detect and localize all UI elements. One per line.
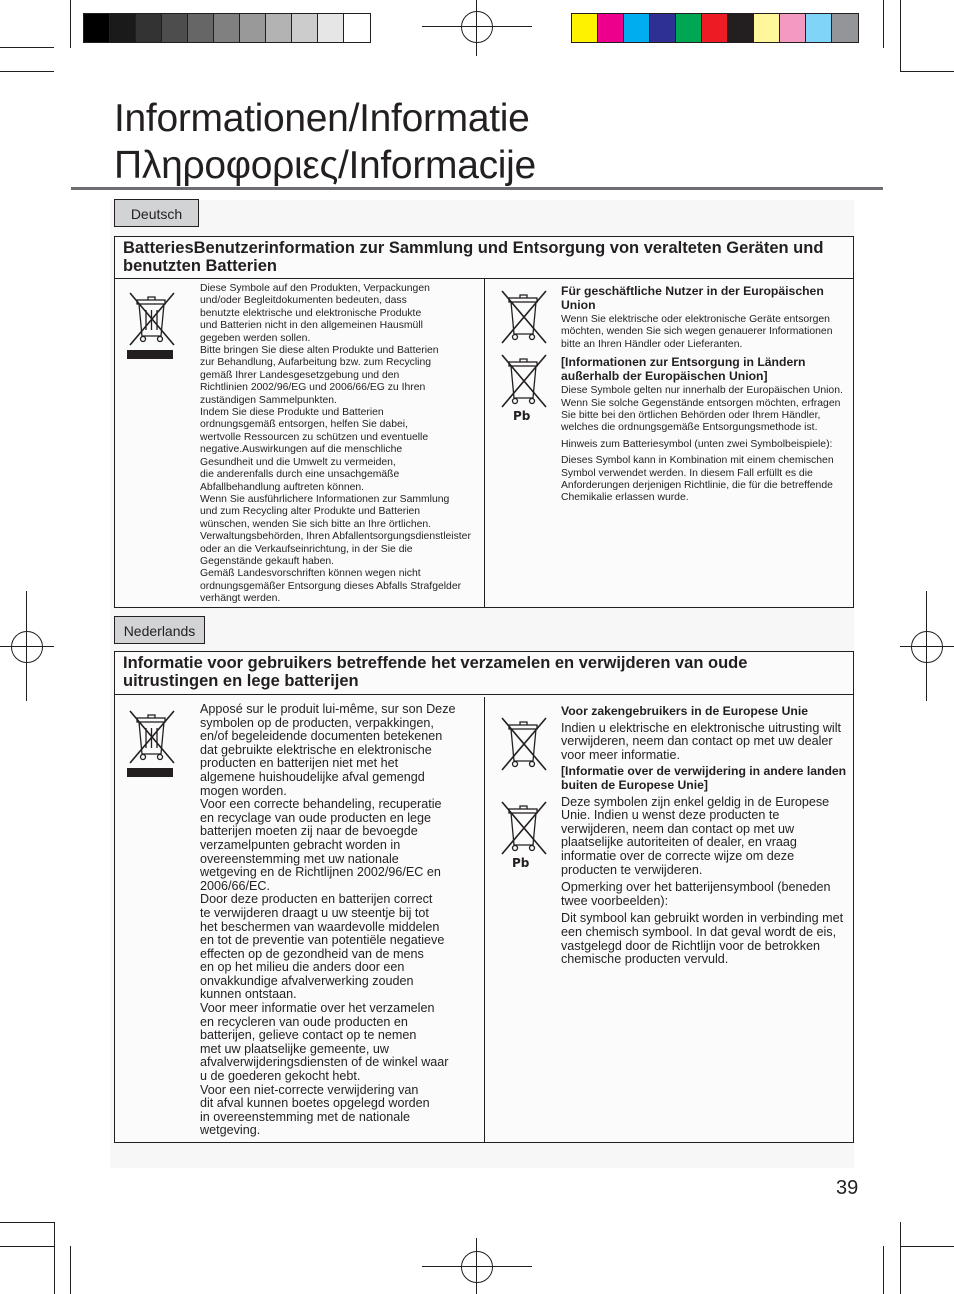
- process-color-swatch: [572, 14, 598, 42]
- process-color-swatch: [754, 14, 780, 42]
- nederlands-left-text-line: algemene huishoudelijke afval gemengd: [200, 769, 425, 784]
- deutsch-left-text-line: und/oder Begleitdokumenten bedeuten, dass: [200, 295, 407, 307]
- nederlands-right-text: [561, 705, 847, 967]
- process-color-swatch: [780, 14, 806, 42]
- nederlands-left-text-line: Apposé sur le produit lui-même, sur son Deze: [200, 702, 456, 716]
- deutsch-left-text-line: Verwaltungsbehörden, Ihren Abfallentsorgungsdienstleister: [200, 531, 471, 543]
- nederlands-left-column: [115, 697, 485, 1142]
- crossed-out-wheelie-bin-icon: [493, 286, 553, 348]
- deutsch-left-text-line: Gegenstände gekauft haben.: [200, 555, 335, 567]
- deutsch-left-text-line: und Batterien nicht in den allgemeinen Hausmüll: [200, 320, 423, 332]
- process-color-swatch: [598, 14, 624, 42]
- nederlands-left-text-line: kunnen ontstaan.: [200, 987, 297, 1002]
- deutsch-right-text: [561, 284, 845, 505]
- grayscale-swatch: [84, 14, 110, 42]
- process-color-swatch: [832, 14, 858, 42]
- nederlands-left-text-line: in overeenstemming met de nationale: [200, 1109, 411, 1124]
- nederlands-left-text-line: producten en batterijen niet met het: [200, 756, 399, 771]
- grayscale-swatch: [344, 14, 370, 42]
- crossed-out-battery-bin-icon: [493, 350, 553, 412]
- nederlands-left-text-line: en tot de preventie van potentiële negatieve: [200, 933, 445, 948]
- deutsch-left-text-line: Gesundheit und die Umwelt zu vermeiden,: [200, 456, 396, 468]
- nederlands-left-text-line: Voor meer informatie over het verzamelen: [200, 1001, 435, 1016]
- nederlands-left-text-line: dit afval kunnen boetes opgelegd worden: [200, 1096, 430, 1111]
- nederlands-left-text-line: en/of begeleidende documenten betekenen: [200, 729, 443, 744]
- nederlands-chemical-symbol-text: Dit symbool kan gebruikt worden in verbinding met een chemisch symbool. In dat geval wordt de eis, vastgelegd door de Richtlijn voor de betrokken chemische producten vervuld.: [561, 911, 844, 967]
- deutsch-non-eu-text: Diese Symbole gelten nur innerhalb der Europäischen Union. Wenn Sie solche Gegenstände entsorgen möchten, erfragen Sie bitte bei den örtlichen Behörden oder Ihrem Händler, welches die ordnungsgemäße Entsorgungsmethode ist.: [561, 385, 843, 434]
- deutsch-left-text-line: wertvolle Ressourcen zu schützen und eventuelle: [200, 431, 429, 443]
- process-color-swatch: [676, 14, 702, 42]
- process-color-swatch: [728, 14, 754, 42]
- grayscale-color-bar: [83, 13, 371, 43]
- section-deutsch: [114, 236, 854, 608]
- deutsch-left-text-line: Richtlinien 2002/96/EG und 2006/66/EG zu Ihren: [200, 382, 426, 394]
- nederlands-business-text: Indien u elektrische en elektronische uitrusting wilt verwijderen, neem dan contact op met uw dealer voor meer informatie.: [561, 720, 842, 762]
- process-color-swatch: [702, 14, 728, 42]
- language-tab-deutsch: Deutsch: [114, 199, 199, 227]
- deutsch-left-text-line: Abfallbehandlung auftreten können.: [200, 481, 365, 493]
- nederlands-left-text-line: afvalverwijderingsdiensten of de winkel waar: [200, 1055, 449, 1070]
- process-color-swatch: [650, 14, 676, 42]
- deutsch-left-text-line: Indem Sie diese Produkte und Batterien: [200, 407, 384, 419]
- nederlands-left-text-line: overeenstemming met uw nationale: [200, 851, 399, 866]
- nederlands-left-text-line: te verwijderen draagt u uw steentje bij tot: [200, 905, 429, 920]
- deutsch-left-text-line: Gemäß Landesvorschriften können wegen nicht: [200, 568, 421, 580]
- nederlands-left-text-line: wetgeving.: [200, 1123, 261, 1138]
- nederlands-left-text-line: en op het milieu die anders door een: [200, 960, 405, 975]
- grayscale-swatch: [292, 14, 318, 42]
- crossed-out-battery-bin-icon: [493, 797, 553, 859]
- nederlands-battery-note: Opmerking over het batterijensymbool (beneden twee voorbeelden):: [561, 880, 831, 908]
- crossed-out-wheelie-bin-icon: [123, 706, 183, 778]
- grayscale-swatch: [188, 14, 214, 42]
- deutsch-left-text-line: und zum Recycling alter Produkte und Batterien: [200, 506, 421, 518]
- page-title-line-1: Informationen/Informatie: [114, 97, 530, 140]
- deutsch-battery-note: Hinweis zum Batteriesymbol (unten zwei Symbolbeispiele):: [561, 438, 833, 450]
- title-rule: [71, 187, 883, 190]
- deutsch-left-text-line: die anderenfalls durch eine unsachgemäße: [200, 469, 400, 481]
- process-color-bar: [571, 13, 859, 43]
- crossed-out-wheelie-bin-icon: [493, 713, 553, 775]
- grayscale-swatch: [266, 14, 292, 42]
- page-title: [114, 95, 536, 189]
- nederlands-non-eu-heading: [Informatie over de verwijdering in andere landen buiten de Europese Unie]: [561, 764, 847, 792]
- nederlands-left-text-line: u de goederen gekocht hebt.: [200, 1069, 361, 1084]
- nederlands-right-column: [485, 697, 853, 1142]
- page-title-line-2: Πληροφοριες/Informacije: [114, 144, 536, 187]
- deutsch-left-text-line: ordnungsgemäßer Entsorgung dieses Abfalls Strafgelder: [200, 580, 462, 592]
- grayscale-swatch: [162, 14, 188, 42]
- deutsch-left-text-line: zuständigen Sammelpunkten.: [200, 394, 337, 406]
- nederlands-left-text-line: mogen worden.: [200, 783, 287, 798]
- nederlands-left-text-line: verzamelpunten gebracht worden in: [200, 837, 401, 852]
- grayscale-swatch: [214, 14, 240, 42]
- nederlands-left-text-line: Voor een niet-correcte verwijdering van: [200, 1082, 419, 1097]
- deutsch-left-text-line: gemäß Ihrer Landesgesetzgebung und den: [200, 369, 400, 381]
- deutsch-business-heading: Für geschäftliche Nutzer in der Europäischen Union: [561, 284, 824, 312]
- grayscale-swatch: [318, 14, 344, 42]
- crossed-out-wheelie-bin-icon: [123, 288, 183, 360]
- deutsch-left-text-line: wünschen, wenden Sie sich bitte an Ihre örtlichen.: [200, 518, 432, 530]
- lead-symbol-label: Pb: [512, 856, 530, 870]
- nederlands-left-text-line: dat gebruikte elektrische en elektronische: [200, 742, 432, 757]
- nederlands-left-text-line: onvakkundige afvalverwerking zouden: [200, 973, 414, 988]
- deutsch-left-text-line: ordnungsgemäß entsorgen, helfen Sie dabei,: [200, 419, 408, 431]
- deutsch-non-eu-heading: [Informationen zur Entsorgung in Ländern außerhalb der Europäischen Union]: [561, 355, 806, 384]
- deutsch-chemical-symbol-text: Dieses Symbol kann in Kombination mit einem chemischen Symbol verwendet werden. In diesem Fall erfüllt es die Anforderungen derjenigen Richtlinie, die für die betreffende Chemikalie erlassen wurde.: [561, 455, 834, 504]
- nederlands-left-text-line: en recyclage van oude producten en lege: [200, 810, 432, 825]
- nederlands-left-text: [200, 703, 482, 1138]
- deutsch-right-column: [485, 278, 853, 607]
- nederlands-left-text-line: symbolen op de producten, verpakkingen,: [200, 715, 434, 730]
- deutsch-left-text-line: oder an die Verkaufseinrichtung, in der Sie die: [200, 543, 413, 555]
- nederlands-left-text-line: Voor een correcte behandeling, recuperatie: [200, 797, 442, 812]
- deutsch-left-text-line: Bitte bringen Sie diese alten Produkte und Batterien: [200, 345, 439, 357]
- section-heading-deutsch: BatteriesBenutzerinformation zur Sammlung und Entsorgung von veralteten Geräten und benutzten Batterien: [115, 237, 853, 279]
- deutsch-left-column: [115, 278, 485, 607]
- deutsch-business-text: Wenn Sie elektrische oder elektronische Geräte entsorgen möchten, wenden Sie sich wegen genauerer Informationen bitte an Ihren Händler oder Lieferanten.: [561, 314, 833, 350]
- deutsch-left-text-line: Diese Symbole auf den Produkten, Verpackungen: [200, 283, 430, 294]
- nederlands-left-text-line: wetgeving en de Richtlijnen 2002/96/EC en: [200, 865, 441, 880]
- deutsch-left-text-line: negative.Auswirkungen auf die menschliche: [200, 444, 403, 456]
- grayscale-swatch: [136, 14, 162, 42]
- grayscale-swatch: [110, 14, 136, 42]
- process-color-swatch: [806, 14, 832, 42]
- page-number: 39: [836, 1177, 859, 1199]
- process-color-swatch: [624, 14, 650, 42]
- nederlands-left-text-line: Door deze producten en batterijen correct: [200, 892, 433, 907]
- deutsch-left-text-line: zur Behandlung, Aufarbeitung bzw. zum Recycling: [200, 357, 432, 369]
- nederlands-left-text-line: met uw plaatselijke gemeente, uw: [200, 1041, 390, 1056]
- deutsch-left-text: [200, 283, 480, 606]
- grayscale-swatch: [240, 14, 266, 42]
- nederlands-left-text-line: batterijen, gelieve contact op te nemen: [200, 1028, 417, 1043]
- nederlands-left-text-line: het beschermen van waardevolle middelen: [200, 919, 440, 934]
- nederlands-left-text-line: batterijen moeten zij naar de bevoegde: [200, 824, 418, 839]
- nederlands-left-text-line: 2006/66/EC.: [200, 878, 271, 893]
- deutsch-left-text-line: gegeben werden sollen.: [200, 332, 311, 344]
- nederlands-non-eu-text: Deze symbolen zijn enkel geldig in de Europese Unie. Indien u wenst deze producten te verwijderen, neem dan contact op met uw plaatselijke autoriteiten of dealer, en vraag informatie over de correcte wijze om deze producten te verwijderen.: [561, 794, 830, 877]
- nederlands-left-text-line: effecten op de gezondheid van de mens: [200, 946, 424, 961]
- deutsch-left-text-line: benutzte elektrische und elektronische Produkte: [200, 307, 422, 319]
- deutsch-left-text-line: verhängt werden.: [200, 593, 281, 605]
- nederlands-left-text-line: en recycleren van oude producten en: [200, 1014, 408, 1029]
- deutsch-left-text-line: Wenn Sie ausführlichere Informationen zur Sammlung: [200, 493, 450, 505]
- lead-symbol-label: Pb: [513, 409, 531, 423]
- section-heading-nederlands: Informatie voor gebruikers betreffende het verzamelen en verwijderen van oude uitrustingen en lege batterijen: [115, 652, 853, 695]
- language-tab-nederlands: Nederlands: [114, 616, 205, 644]
- nederlands-business-heading: Voor zakengebruikers in de Europese Unie: [561, 704, 808, 718]
- section-nederlands: [114, 651, 854, 1143]
